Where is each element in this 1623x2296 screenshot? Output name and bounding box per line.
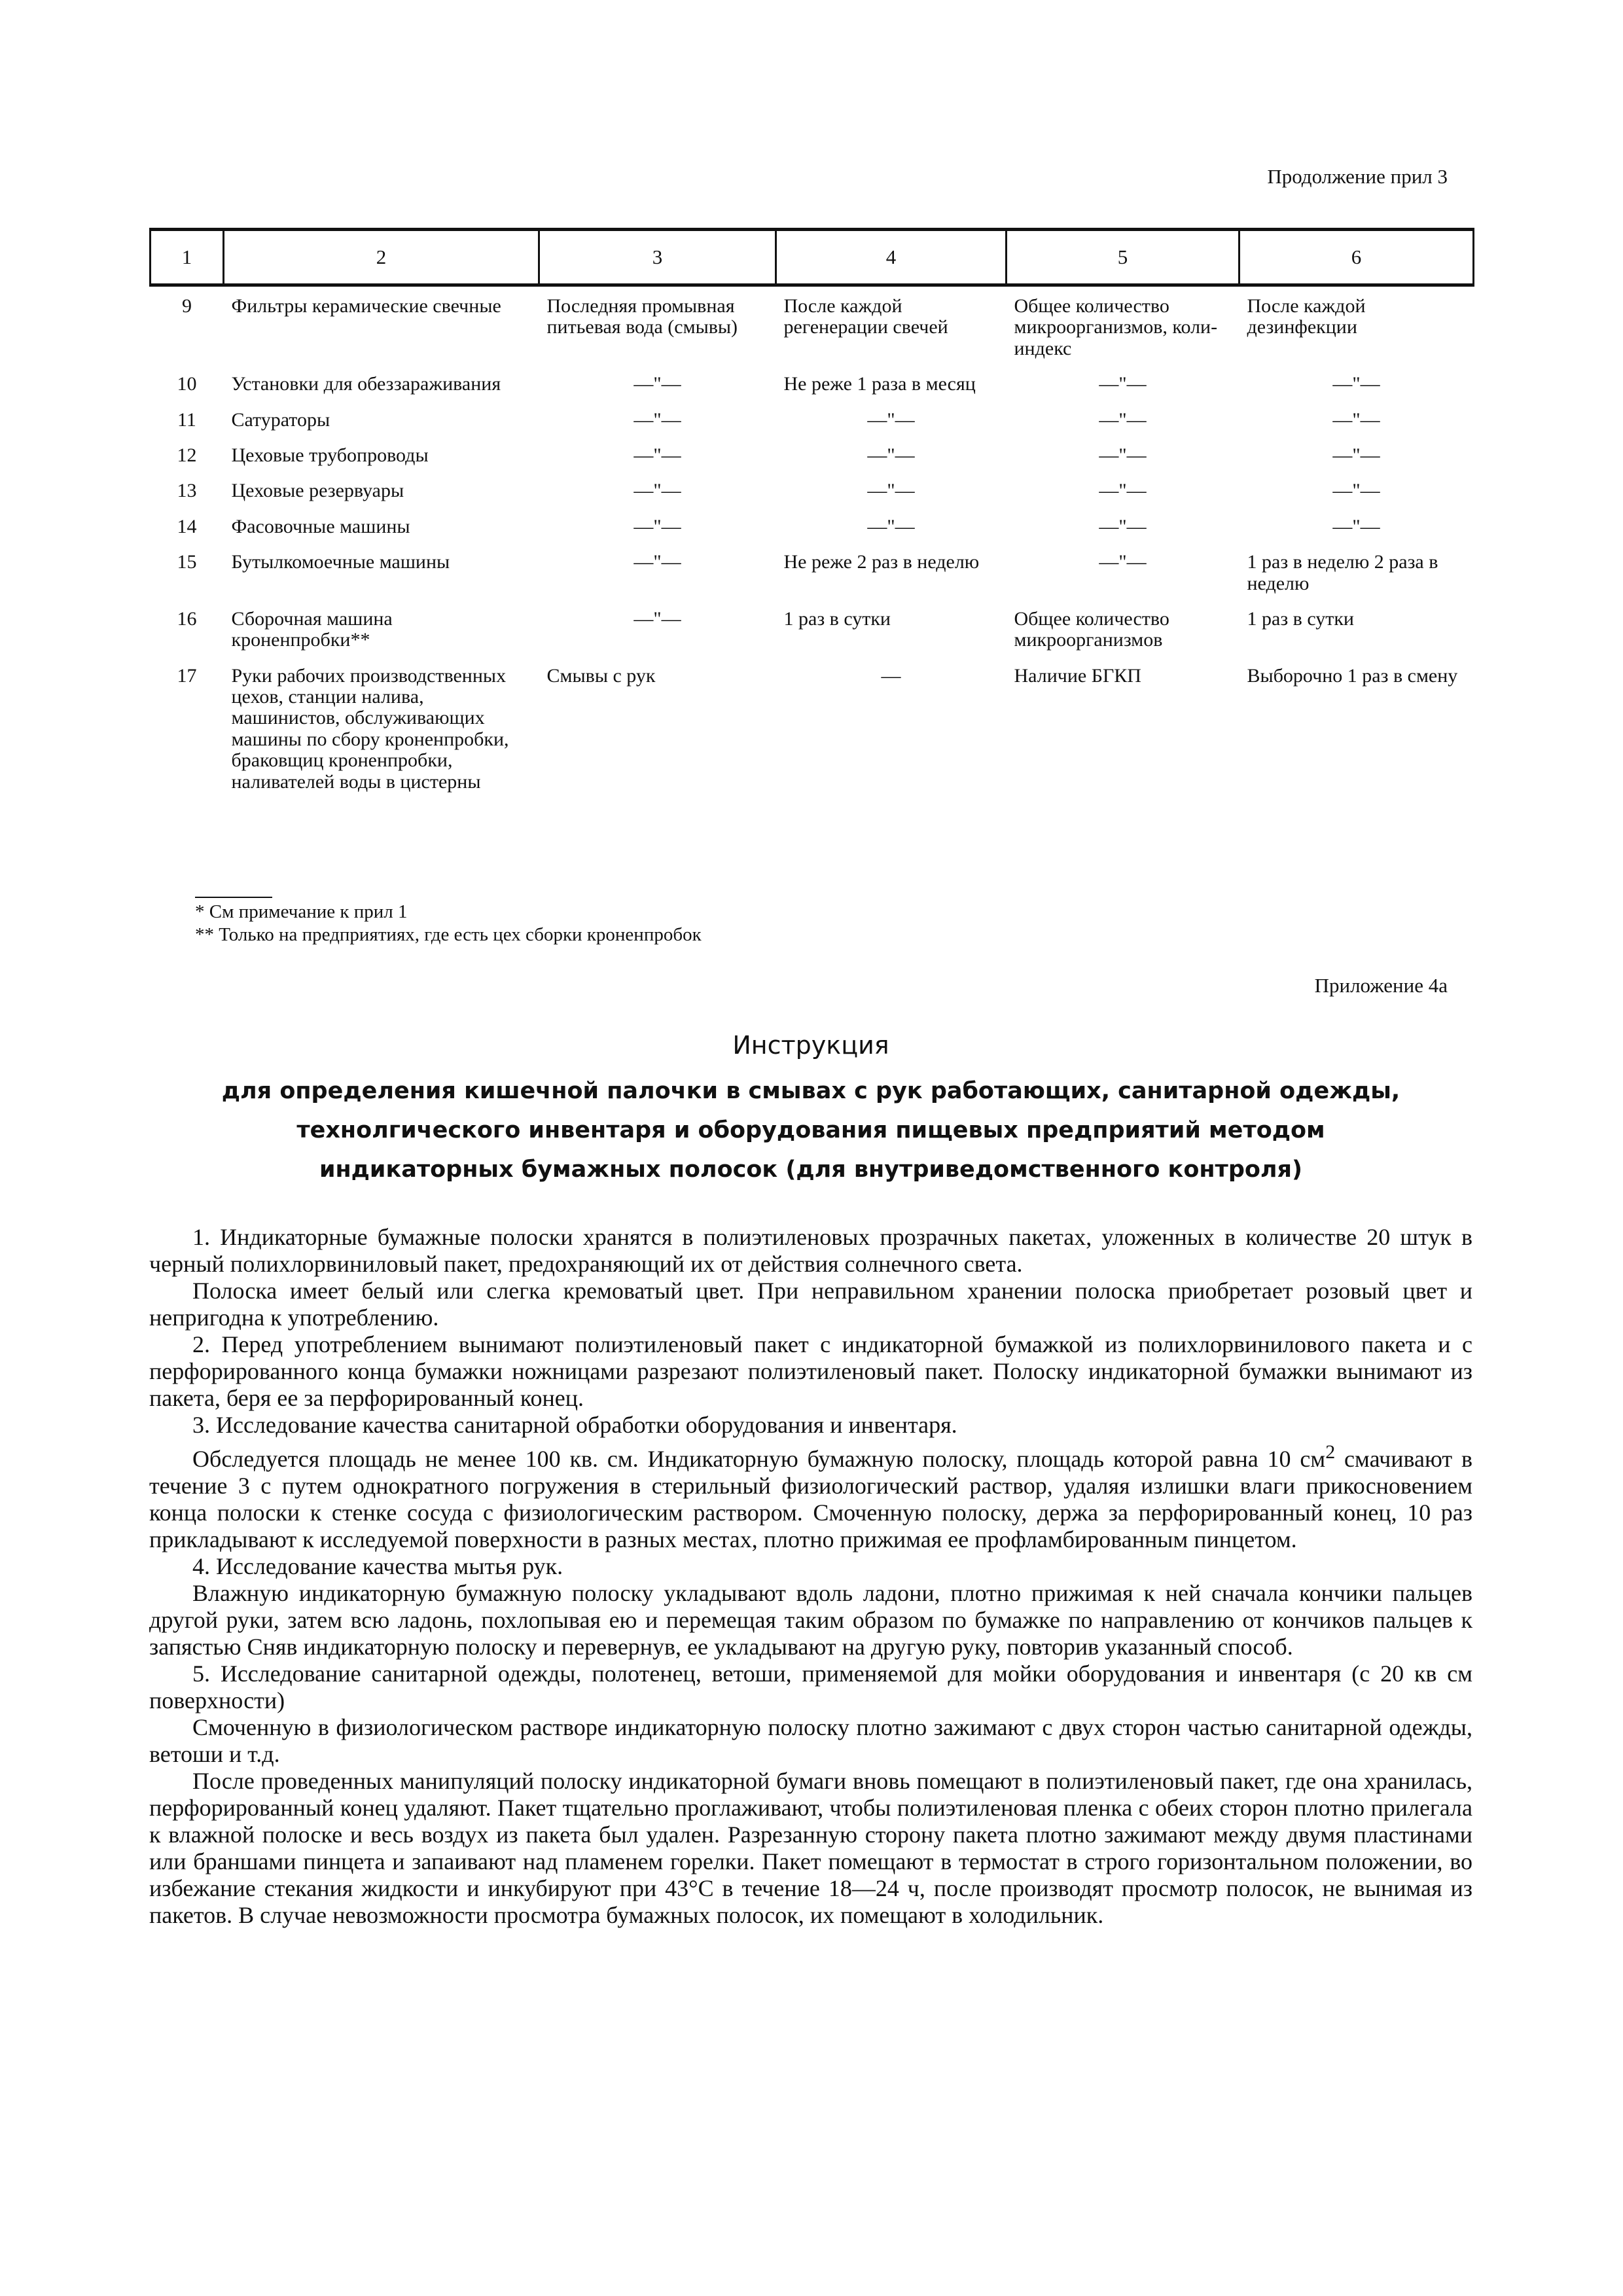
indicator-cell: —"—: [1099, 373, 1147, 395]
footnote: * См примечание к прил 1: [195, 901, 408, 922]
frequency-cell: —"—: [867, 408, 915, 431]
column-header: 2: [224, 230, 539, 285]
row-number: 16: [177, 607, 197, 630]
paragraph: 5. Исследование санитарной одежды, полотенец, ветоши, применяемой для мойки оборудования и инвентаря (с 20 кв см поверхности): [149, 1660, 1472, 1713]
object-cell: Цеховые резервуары: [231, 480, 404, 502]
row-number: 13: [177, 480, 197, 502]
frequency-cell: Не реже 2 раз в неделю: [783, 551, 980, 573]
control-cell: —"—: [1332, 480, 1380, 502]
object-cell: Бутылкомоечные машины: [231, 551, 450, 573]
table-row: [151, 602, 1474, 659]
object-cell: Фасовочные машины: [231, 515, 410, 537]
column-header: 4: [776, 230, 1007, 285]
row-number: 17: [177, 664, 197, 687]
row-number: 15: [177, 551, 197, 573]
frequency-cell: —: [881, 664, 901, 687]
control-cell: После каждой дезинфекции: [1247, 295, 1366, 338]
sample-cell: Смывы с рук: [546, 664, 656, 687]
paragraph: 2. Перед употреблением вынимают полиэтиленовый пакет с индикаторной бумажкой из полихлорвинилового пакета и с перфорированного конца бумажки ножницами разрезают полиэтиленовый пакет. Полоску индикаторной бумажки вынимают из пакета, беря ее за перфорированный конец.: [149, 1331, 1472, 1411]
frequency-cell: 1 раз в сутки: [783, 607, 891, 630]
row-number: 12: [177, 444, 197, 466]
table-row: [151, 659, 1474, 800]
frequency-cell: —"—: [867, 444, 915, 466]
indicator-cell: —"—: [1099, 480, 1147, 502]
row-number: 10: [177, 373, 197, 395]
control-cell: —"—: [1332, 515, 1380, 537]
indicator-cell: Наличие БГКП: [1014, 664, 1141, 687]
control-cell: —"—: [1332, 444, 1380, 466]
control-cell: 1 раз в неделю 2 раза в неделю: [1247, 551, 1438, 594]
indicator-cell: —"—: [1099, 515, 1147, 537]
table-row: [151, 545, 1474, 602]
footnote: ** Только на предприятиях, где есть цех сборки кроненпробок: [195, 924, 702, 946]
column-header: 1: [151, 230, 224, 285]
indicator-cell: Общее количество микроорганизмов: [1014, 607, 1169, 651]
instruction-subtitle-line: технолгического инвентаря и оборудования пищевых предприятий методом: [296, 1117, 1325, 1144]
superscript: 2: [1325, 1441, 1336, 1463]
footnotes: [195, 897, 702, 947]
sample-cell: —"—: [633, 480, 681, 502]
frequency-cell: —"—: [867, 515, 915, 537]
object-cell: Установки для обеззараживания: [231, 373, 501, 395]
sample-cell: —"—: [633, 373, 681, 395]
sample-cell: —"—: [633, 515, 681, 537]
column-header: 3: [539, 230, 776, 285]
instruction-header: [149, 1031, 1472, 1190]
sample-cell: —"—: [633, 607, 681, 630]
column-header: 5: [1007, 230, 1240, 285]
paragraph-part: смачивают в течение 3 с путем однократного погружения в стерильный физиологический раствор, удаляя излишки влаги прикосновением конца полоски к стенке сосуда с физиологическим раствором. Смоченную полоску, держа за перфорированный конец, 10 раз прикладывают к исследуемой поверхности в разных местах, плотно прижимая ее профламбированным пинцетом.: [149, 1446, 1472, 1552]
paragraph: 1. Индикаторные бумажные полоски хранятся в полиэтиленовых прозрачных пакетах, уложенных в количестве 20 штук в черный полихлорвиниловый пакет, предохраняющий их от действия солнечного света.: [149, 1224, 1472, 1277]
sample-cell: —"—: [633, 444, 681, 466]
table-header-row: [151, 230, 1474, 285]
footnote-divider: [195, 897, 272, 898]
continuation-label: Продолжение прил 3: [1267, 165, 1448, 188]
object-cell: Руки рабочих производственных цехов, станции налива, машинистов, обслуживающих машины по сбору кроненпробки, браковщиц кроненпробки, наливателей воды в цистерны: [231, 664, 509, 793]
appendix-label: Приложение 4а: [1314, 974, 1448, 997]
sample-cell: —"—: [633, 551, 681, 573]
table-row: [151, 439, 1474, 474]
control-cell: —"—: [1332, 408, 1380, 431]
row-number: 9: [182, 295, 192, 317]
object-cell: Сборочная машина кроненпробки**: [231, 607, 393, 651]
paragraph: Смоченную в физиологическом растворе индикаторную полоску плотно зажимают с двух сторон частью санитарной одежды, ветоши и т.д.: [149, 1714, 1472, 1767]
paragraph: После проведенных манипуляций полоску индикаторной бумаги вновь помещают в полиэтиленовый пакет, где она хранилась, перфорированный конец удаляют. Пакет тщательно проглаживают, чтобы полиэтиленовая пленка с обеих сторон плотно прилегала к влажной полоске и весь воздух из пакета был удален. Разрезанную сторону пакета плотно зажимают между двумя пластинами или браншами пинцета и запаивают над пламенем горелки. Пакет помещают в термостат в строго горизонтальном положении, во избежание стекания жидкости и инкубируют при 43°С в течение 18—24 ч, после производят просмотр полосок, не вынимая из пакетов. В случае невозможности просмотра бумажных полосок, их помещают в холодильник.: [149, 1768, 1472, 1928]
paragraph: [149, 1439, 1472, 1553]
indicator-cell: —"—: [1099, 551, 1147, 573]
table-row: [151, 474, 1474, 509]
paragraph-part: Обследуется площадь не менее 100 кв. см. Индикаторную бумажную полоску, площадь которой равна 10 см: [192, 1446, 1326, 1472]
control-cell: 1 раз в сутки: [1247, 607, 1354, 630]
table-row: [151, 367, 1474, 403]
table-row: [151, 403, 1474, 439]
instruction-title: Инструкция: [732, 1031, 889, 1060]
indicator-cell: —"—: [1099, 444, 1147, 466]
paragraph: Полоска имеет белый или слегка кремоватый цвет. При неправильном хранении полоска приобретает розовый цвет и непригодна к употреблению.: [149, 1278, 1472, 1331]
frequency-cell: Не реже 1 раза в месяц: [783, 373, 976, 395]
instruction-body: [149, 1224, 1472, 1929]
row-number: 11: [177, 408, 196, 431]
instruction-subtitle-line: индикаторных бумажных полосок (для внутриведомственного контроля): [319, 1157, 1303, 1183]
control-cell: —"—: [1332, 373, 1380, 395]
control-cell: Выборочно 1 раз в смену: [1247, 664, 1458, 687]
table-row: [151, 510, 1474, 545]
indicator-cell: Общее количество микроорганизмов, коли-индекс: [1014, 295, 1218, 359]
sample-cell: —"—: [633, 408, 681, 431]
appendix-table: [149, 228, 1474, 800]
paragraph: 4. Исследование качества мытья рук.: [192, 1553, 563, 1579]
indicator-cell: —"—: [1099, 408, 1147, 431]
object-cell: Цеховые трубопроводы: [231, 444, 429, 466]
frequency-cell: —"—: [867, 480, 915, 502]
row-number: 14: [177, 515, 197, 537]
table-row: [151, 285, 1474, 368]
paragraph: Влажную индикаторную бумажную полоску укладывают вдоль ладони, плотно прижимая к ней сначала кончики пальцев другой руки, затем всю ладонь, похлопывая ею и перемещая таким образом по бумажке по направлению от кончиков пальцев к запястью Сняв индикаторную полоску и перевернув, ее укладывают на другую руку, повторив указанный способ.: [149, 1580, 1472, 1660]
column-header: 6: [1240, 230, 1474, 285]
instruction-subtitle-line: для определения кишечной палочки в смывах с рук работающих, санитарной одежды,: [221, 1078, 1400, 1104]
frequency-cell: После каждой регенерации свечей: [783, 295, 948, 338]
sample-cell: Последняя промывная питьевая вода (смывы): [546, 295, 738, 338]
object-cell: Фильтры керамические свечные: [231, 295, 501, 317]
paragraph: 3. Исследование качества санитарной обработки оборудования и инвентаря.: [192, 1412, 957, 1438]
object-cell: Сатураторы: [231, 408, 330, 431]
